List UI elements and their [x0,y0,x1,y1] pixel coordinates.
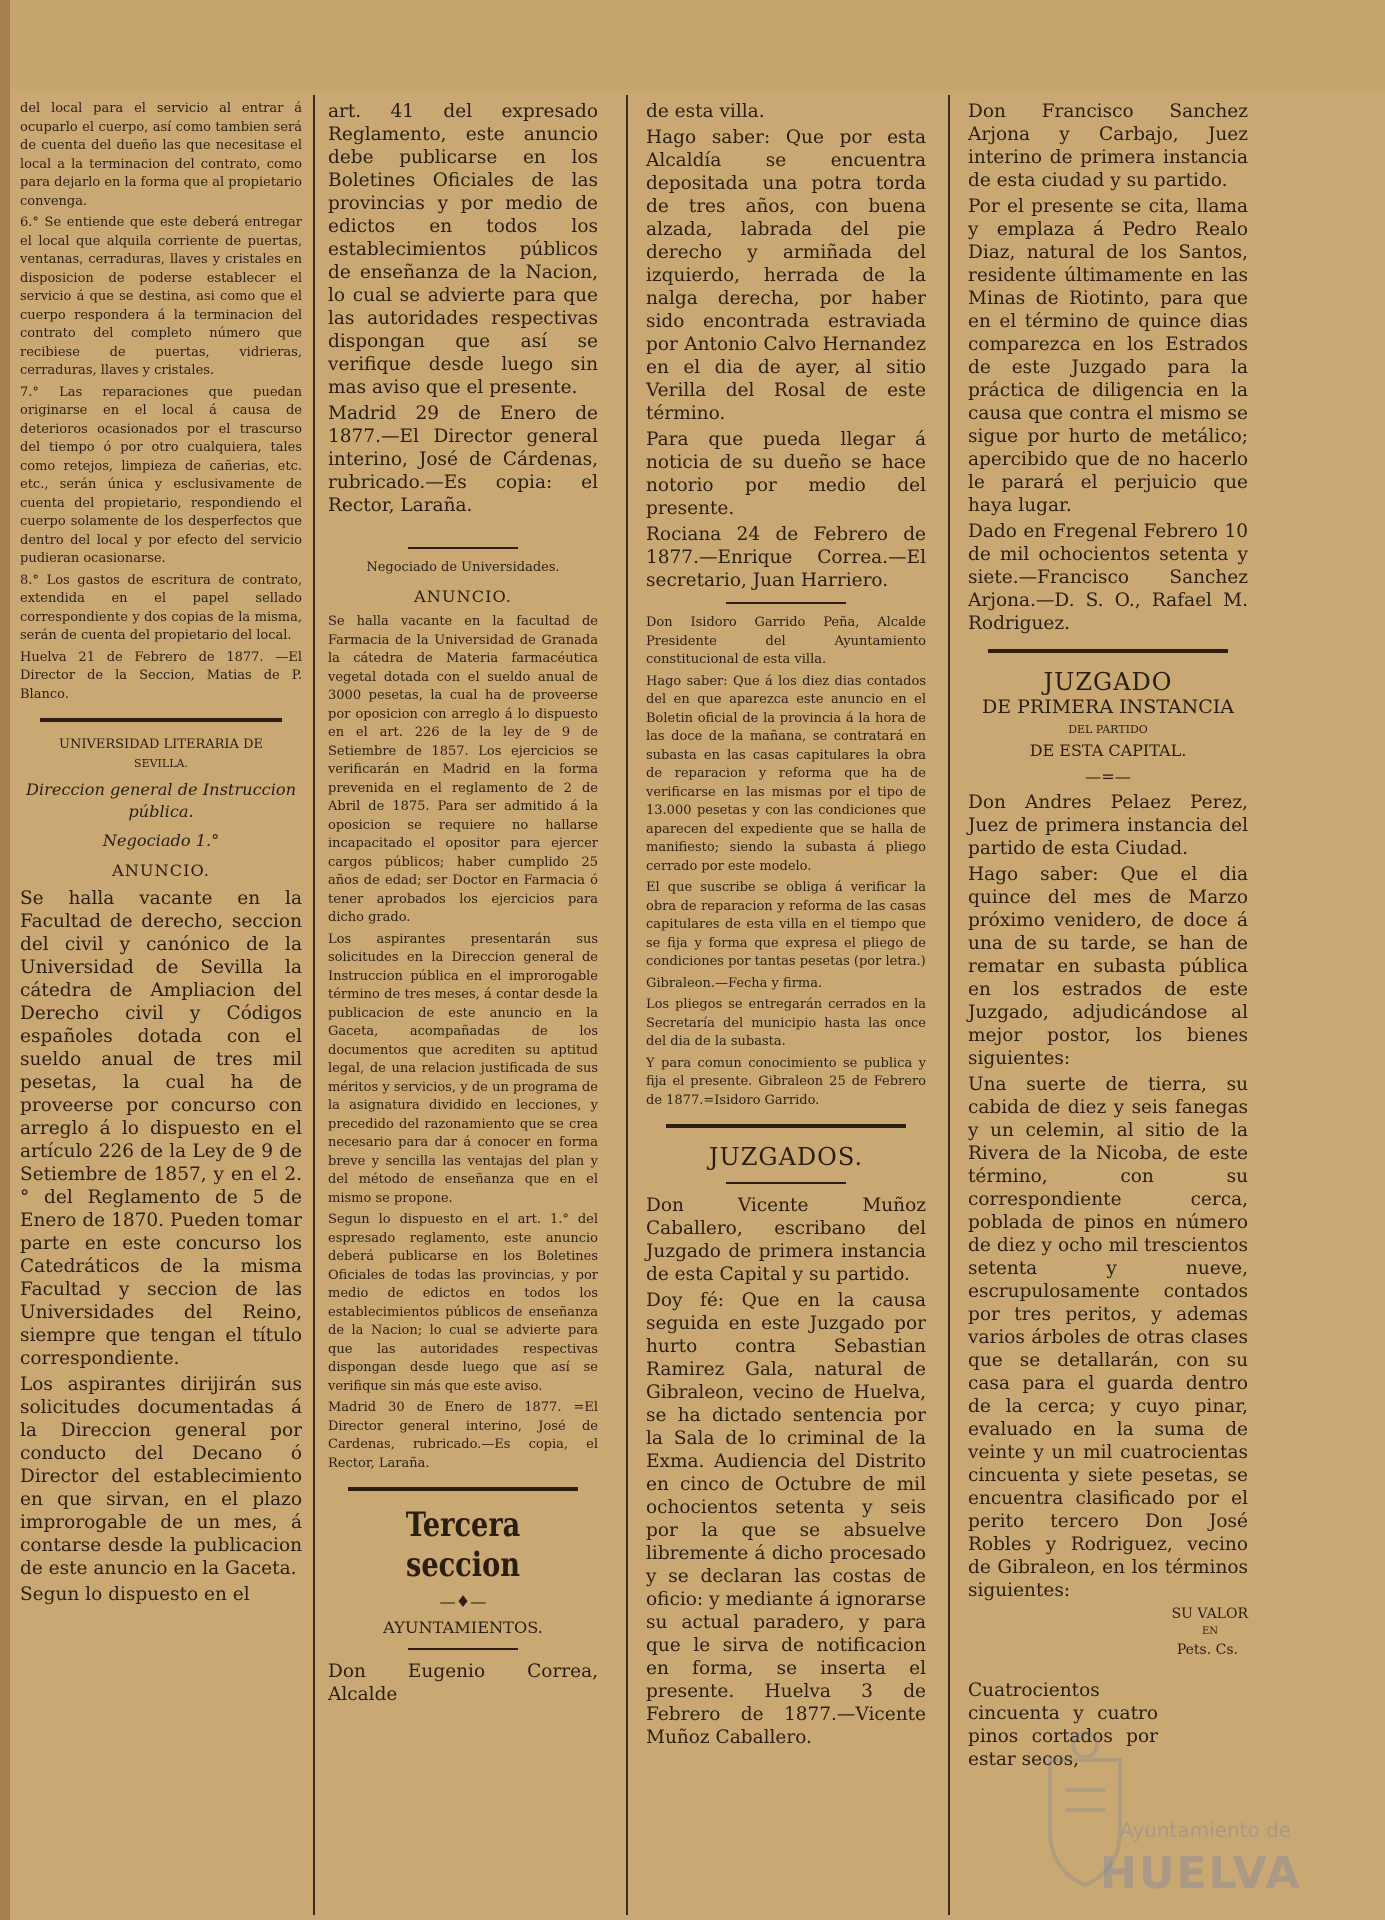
paragraph: Don Andres Pelaez Perez, Juez de primera instancia del partido de esta Ciudad. [968,792,1248,860]
direccion-title: Direccion general de Instruccion pública. [25,780,297,821]
juzgado-heading: JUZGADO [1043,668,1173,696]
paragraph: Se halla vacante en la Facultad de derecho, seccion del civil y canónico de la Universidad de Sevilla la cátedra de Ampliacion del Derecho civil y Códigos españoles dotada con el sueldo anual de tres mil pesetas, la cual ha de proveerse por concurso con arreglo á lo dispuesto en el artículo 226 de la Ley de 9 de Setiembre de 1857, y en el 2.° del Reglamento de 5 de Enero de 1870. Pueden tomar parte en este concurso los Catedráticos de la misma Facultad y seccion de las Universidades del Reino, siempre que tengan el título correspondiente. [20,888,302,1370]
anuncio-heading: ANUNCIO. [414,586,512,606]
ornament: —♦— [439,1592,487,1612]
paragraph: Don Francisco Sanchez Arjona y Carbajo, Juez interino de primera instancia de esta ciudad y su partido. [968,101,1248,191]
paragraph: Para que pueda llegar á noticia de su dueño se hace notorio por medio del presente. [646,429,926,519]
paragraph: Por el presente se cita, llama y emplaza á Pedro Realo Diaz, natural de los Santos, residente últimamente en las Minas de Riotinto, para que en el término de quince dias comparezca en los Estrados de este Juzgado para la práctica de diligencia en la causa que contra el mismo se sigue por hurto de metálico; apercibido que de no hacerlo le parará el perjuicio que haya lugar. [968,196,1248,516]
juzgados-heading: JUZGADOS. [708,1143,864,1171]
paragraph: Segun lo dispuesto en el [20,1584,250,1606]
signature: Huelva 21 de Febrero de 1877. —El Director de la Seccion, Matias de P. Blanco. [20,649,302,702]
paragraph: del local para el servicio al entrar á ocuparlo el cuerpo, así como tambien será de cuenta del dueño las que necesitase el local a la terminacion del contrato, como para dejarlo en la forma que al propietario convenga. [20,101,302,209]
signature: Rociana 24 de Febrero de 1877.—Enrique Correa.—El secretario, Juan Harriero. [646,524,926,591]
paragraph: Gibraleon.—Fecha y firma. [646,975,823,991]
paragraph: 6.° Se entiende que este deberá entregar el local que alquila corriente de puertas, ventanas, cerraduras, llaves y cristales en disposicion de poderse establecer el servicio á que se destina, asi como que el cuerpo respondera á la terminacion del contrato del completo número que recibiese de puertas, vidrieras, cerraduras, llaves y cristales. [20,215,302,378]
anuncio-heading: ANUNCIO. [112,860,210,880]
column-1 [10,100,312,1910]
ayuntamientos-heading: AYUNTAMIENTOS. [383,1617,543,1637]
del-partido-label: DEL PARTIDO [1068,722,1148,736]
paragraph: Hago saber: Que el dia quince del mes de Marzo próximo venidero, de doce á una de su tarde, se han de rematar en subasta pública en los estrados de este Juzgado, adjudicándose al mejor postor, los bienes siguientes: [968,864,1248,1070]
primera-instancia-heading: DE PRIMERA INSTANCIA [981,696,1235,718]
column-rule [948,95,950,1915]
paragraph: Doy fé: Que en la causa seguida en este Juzgado por hurto contra Sebastian Ramirez Gala, natural de Gibraleon, vecino de Huelva, se ha dictado sentencia por la Sala de lo criminal de la Exma. Audiencia del Distrito en cinco de Octubre de mil ochocientos setenta y seis por la que se absuelve libremente á dicho procesado y se declaran las costas de oficio: y mediante á ignorarse su actual paradero, y para que le sirva de notificacion en forma, se inserta el presente. Huelva 3 de Febrero de 1877.—Vicente Muñoz Caballero. [646,1290,926,1748]
section-rule [726,1182,846,1184]
univ-city: SEVILLA. [134,756,188,770]
column-2 [318,100,608,1910]
signature: Madrid 30 de Enero de 1877. =El Director general interino, José de Cardenas, rubricado.—Es copia, el Rector, Laraña. [328,1400,598,1471]
paragraph: Los aspirantes presentarán sus solicitudes en la Direccion general de Instruccion pública en el improrogable término de tres meses, á contar desde la publicacion de este anuncio en la Gaceta, acompañadas de los documentos que acrediten su aptitud legal, de una relacion justificada de sus méritos y servicios, y de un programa de la asignatura dividido en lecciones, y precedido del razonamiento que se crea necesario para dar á conocer en forma breve y sencilla las ventajas del plan y del método de enseñanza que en el mismo se propone. [328,931,598,1206]
paragraph: art. 41 del expresado Reglamento, este anuncio debe publicarse en los Boletines Oficiales de las provincias y por medio de edictos en todos los establecimientos públicos de enseñanza de la Nacion, lo cual se advierte para que las autoridades respectivas dispongan que así se verifique desde luego sin mas aviso que el presente. [328,101,598,398]
paragraph: de esta villa. [646,101,765,122]
column-3 [636,100,936,1910]
top-margin [0,0,1385,90]
univ-title: UNIVERSIDAD LITERARIA DE [58,737,263,752]
valor-label: SU VALOR [1171,1606,1248,1623]
section-rule [666,1124,906,1128]
paragraph: Se halla vacante en la facultad de Farmacia de la Universidad de Granada la cátedra de Materia farmacéutica vegetal dotada con el sueldo anual de 3000 pesetas, la cual ha de proveerse por oposicion con arreglo á lo dispuesto en el art. 226 de la ley de 9 de Setiembre de 1857. Los ejercicios se verificarán en Madrid en la forma prevenida en el reglamento de 2 de Abril de 1875. Para ser admitido á la oposicion se requiere no hallarse incapacitado el opositor para ejercer cargos públicos; haber cumplido 25 años de edad; ser Doctor en Farmacia ó tener aprobados los ejercicios para dicho grado. [328,614,598,926]
column-rule [626,95,628,1915]
negociado-label: Negociado 1.° [102,831,220,851]
paragraph: Hago saber: Que por esta Alcaldía se encuentra depositada una potra torda de tres años, con buena alzada, labrada del pie derecho y armiñada del izquierdo, herrada de la nalga derecha, por haber sido encontrada estraviada por Antonio Calvo Hernandez en el dia de ayer, al sitio Verilla del Rosal de este término. [646,127,926,424]
paragraph: 7.° Las reparaciones que puedan originarse en el local á causa de deterioros ocasionados por el trascurso del tiempo ó por otro cualquiera, tales como retejos, limpieza de cañerias, etc. etc., serán única y esclusivamente de cuenta del propietario, respondiendo el cuerpo solamente de los desperfectos que dentro del local y por efecto del servicio pudieran ocasionarse. [20,384,302,566]
paragraph: Los pliegos se entregarán cerrados en la Secretaría del municipio hasta las once del dia de la subasta. [646,997,926,1049]
section-rule [726,602,846,604]
watermark-line1: Ayuntamiento de [1120,1818,1292,1842]
negociado-label: Negociado de Universidades. [366,560,560,575]
page-edge [0,0,10,1920]
column-rule [313,95,315,1915]
section-rule [408,1648,518,1650]
signature: Y para comun conocimiento se publica y fija el presente. Gibraleon 25 de Febrero de 1877.=Isidoro Garrido. [646,1055,926,1108]
signature: Madrid 29 de Enero de 1877.—El Director general interino, José de Cárdenas, rubricado.—Es copia: el Rector, Laraña. [328,403,598,516]
signature: Dado en Fregenal Febrero 10 de mil ochocientos setenta y siete.—Francisco Sanchez Arjona.—D. S. O., Rafael M. Rodriguez. [968,521,1248,634]
paragraph: Cuatrocientos cincuenta y cuatro pinos cortados por estar secos, [968,1680,1158,1771]
en-label: EN [1201,1626,1218,1638]
paragraph: Don Eugenio Correa, Alcalde [328,1661,598,1706]
section-rule [40,718,282,722]
section-rule [988,649,1228,653]
section-rule [348,1487,578,1491]
paragraph: Los aspirantes dirijirán sus solicitudes documentadas á la Direccion general por conducto del Decano ó Director del establecimiento en que sirvan, en el plazo improrogable de un mes, á contarse desde la publicacion de este anuncio en la Gaceta. [20,1374,302,1580]
paragraph: Una suerte de tierra, su cabida de diez y seis fanegas y un celemin, al sitio de la Rivera de la Nicoba, de este término, con su correspondiente cerca, poblada de pinos en número de diez y ocho mil trescientos setenta y nueve, escrupulosamente contados por tres peritos, y ademas varios árboles de otras clases que se detallarán, con su casa para el guarda dentro de la cerca; y cuyo pinar, evaluado en la suma de veinte y un mil cuatrocientas cincuenta y siete pesetas, se encuentra clasificado por el perito tercero Don José Robles y Rodriguez, vecino de Gibraleon, en los términos siguientes: [968,1074,1248,1602]
separator: —=— [1085,766,1131,786]
pets-label: Pets. Cs. [1176,1642,1238,1659]
watermark-line2: HUELVA [1100,1848,1302,1899]
tercera-seccion-heading: Tercera seccion [405,1505,521,1586]
paragraph: 8.° Los gastos de escritura de contrato, extendida en el papel sellado correspondiente y dos copias de la misma, serán de cuenta del propietario del local. [20,572,302,643]
esta-capital-label: DE ESTA CAPITAL. [1029,741,1187,761]
paragraph: Don Isidoro Garrido Peña, Alcalde Presidente del Ayuntamiento constitucional de esta villa. [646,615,926,667]
section-rule [408,547,518,549]
paragraph: Segun lo dispuesto en el art. 1.° del espresado reglamento, este anuncio deberá publicarse en los Boletines Oficiales de todas las provincias, y por medio de edictos en todos los establecimientos públicos de enseñanza de la Nacion; lo cual se advierte para que las autoridades respectivas dispongan desde luego que así se verifique sin más que este aviso. [328,1212,598,1394]
column-4 [958,100,1258,1910]
paragraph: Don Vicente Muñoz Caballero, escribano del Juzgado de primera instancia de esta Capital y su partido. [646,1195,926,1285]
paragraph: El que suscribe se obliga á verificar la obra de reparacion y reforma de las casas capitulares de esta villa en el tiempo que se fija y forma que expresa el pliego de condiciones por tantas pesetas (por letra.) [646,880,926,969]
paragraph: Hago saber: Que á los diez dias contados del en que aparezca este anuncio en el Boletin oficial de la provincia á la hora de las doce de la mañana, se contratará en subasta en las casas capitulares la obra de reparacion y reforma que ha de verificarse en las mismas por el tipo de 13.000 pesetas y con las condiciones que aparecen del expediente que se halla de manifiesto; siendo la subasta á pliego cerrado por este modelo. [646,673,926,874]
